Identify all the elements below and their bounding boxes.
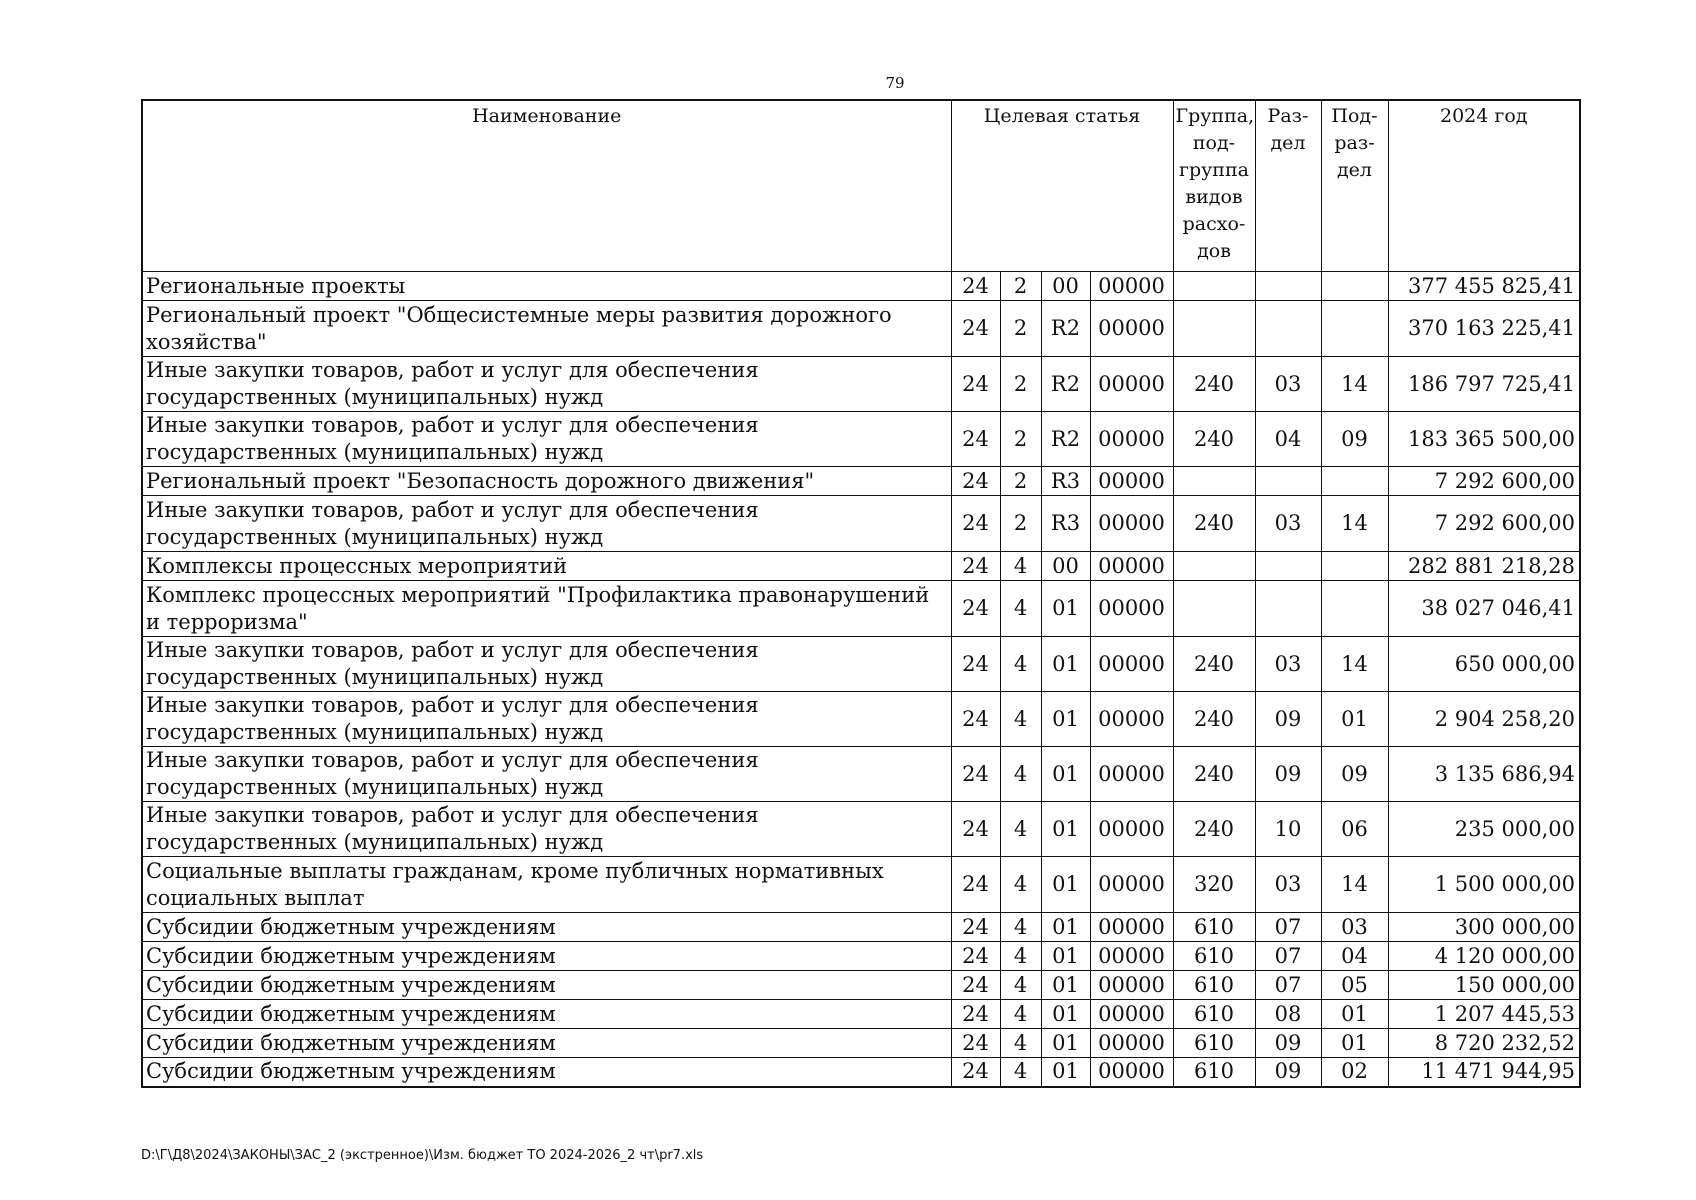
table-row: [142, 412, 1580, 467]
cell-target-article-code: 01: [1041, 942, 1090, 971]
cell-target-article-program: 24: [951, 496, 1000, 552]
cell-target-article-type: 4: [1000, 1000, 1041, 1029]
table-row: [142, 692, 1580, 747]
cell-target-article-type: 4: [1000, 581, 1041, 637]
cell-target-article-direction: 00000: [1090, 272, 1173, 301]
cell-section: [1255, 301, 1321, 357]
table-row: [142, 552, 1580, 581]
cell-target-article-code: 01: [1041, 637, 1090, 692]
cell-section: 03: [1255, 857, 1321, 913]
table-row: [142, 301, 1580, 357]
cell-amount: 8 720 232,52: [1388, 1029, 1580, 1058]
cell-amount: 300 000,00: [1388, 913, 1580, 942]
cell-target-article-direction: 00000: [1090, 971, 1173, 1000]
cell-target-article-direction: 00000: [1090, 857, 1173, 913]
table-row: [142, 581, 1580, 637]
cell-target-article-code: 01: [1041, 857, 1090, 913]
cell-subsection: 01: [1321, 1029, 1388, 1058]
cell-name: Иные закупки товаров, работ и услуг для обеспечения государственных (муниципальных) нужд: [142, 747, 951, 802]
cell-target-article-program: 24: [951, 802, 1000, 857]
cell-target-article-direction: 00000: [1090, 1058, 1173, 1087]
cell-section: 10: [1255, 802, 1321, 857]
cell-target-article-type: 4: [1000, 637, 1041, 692]
cell-subsection: [1321, 272, 1388, 301]
cell-amount: 3 135 686,94: [1388, 747, 1580, 802]
cell-amount: 1 500 000,00: [1388, 857, 1580, 913]
cell-expense-group: 240: [1173, 802, 1255, 857]
table-body: [142, 272, 1580, 1087]
cell-target-article-program: 24: [951, 467, 1000, 496]
cell-target-article-type: 4: [1000, 802, 1041, 857]
cell-expense-group: [1173, 272, 1255, 301]
cell-target-article-code: 01: [1041, 692, 1090, 747]
cell-section: [1255, 467, 1321, 496]
cell-section: 09: [1255, 692, 1321, 747]
table-row: [142, 857, 1580, 913]
cell-target-article-code: 01: [1041, 747, 1090, 802]
cell-target-article-type: 2: [1000, 496, 1041, 552]
cell-amount: 377 455 825,41: [1388, 272, 1580, 301]
cell-target-article-code: 00: [1041, 552, 1090, 581]
table-header-row: [142, 100, 1580, 272]
cell-name: Иные закупки товаров, работ и услуг для обеспечения государственных (муниципальных) нужд: [142, 692, 951, 747]
cell-subsection: 14: [1321, 357, 1388, 412]
cell-subsection: 14: [1321, 637, 1388, 692]
cell-target-article-direction: 00000: [1090, 1029, 1173, 1058]
cell-amount: 370 163 225,41: [1388, 301, 1580, 357]
cell-target-article-direction: 00000: [1090, 637, 1173, 692]
cell-expense-group: 610: [1173, 1029, 1255, 1058]
cell-name: Комплексы процессных мероприятий: [142, 552, 951, 581]
cell-expense-group: 240: [1173, 412, 1255, 467]
table-row: [142, 913, 1580, 942]
cell-target-article-program: 24: [951, 357, 1000, 412]
cell-amount: 4 120 000,00: [1388, 942, 1580, 971]
cell-section: 03: [1255, 637, 1321, 692]
cell-section: 04: [1255, 412, 1321, 467]
cell-target-article-program: 24: [951, 637, 1000, 692]
cell-name: Субсидии бюджетным учреждениям: [142, 1029, 951, 1058]
cell-name: Региональные проекты: [142, 272, 951, 301]
cell-target-article-code: R3: [1041, 467, 1090, 496]
cell-target-article-code: 01: [1041, 971, 1090, 1000]
cell-target-article-direction: 00000: [1090, 357, 1173, 412]
header-name: Наименование: [142, 100, 951, 272]
header-subsection: Под- раз- дел: [1321, 100, 1388, 272]
cell-target-article-direction: 00000: [1090, 496, 1173, 552]
cell-expense-group: [1173, 467, 1255, 496]
cell-subsection: 02: [1321, 1058, 1388, 1087]
cell-target-article-code: 01: [1041, 1029, 1090, 1058]
cell-amount: 7 292 600,00: [1388, 467, 1580, 496]
cell-target-article-code: 00: [1041, 272, 1090, 301]
cell-target-article-direction: 00000: [1090, 802, 1173, 857]
cell-expense-group: 240: [1173, 496, 1255, 552]
cell-target-article-direction: 00000: [1090, 1000, 1173, 1029]
cell-target-article-code: R2: [1041, 301, 1090, 357]
cell-section: [1255, 581, 1321, 637]
cell-subsection: 03: [1321, 913, 1388, 942]
cell-target-article-program: 24: [951, 692, 1000, 747]
cell-target-article-type: 4: [1000, 552, 1041, 581]
cell-target-article-type: 2: [1000, 412, 1041, 467]
cell-expense-group: 610: [1173, 971, 1255, 1000]
cell-target-article-type: 2: [1000, 301, 1041, 357]
table-row: [142, 637, 1580, 692]
cell-subsection: [1321, 581, 1388, 637]
cell-target-article-program: 24: [951, 1058, 1000, 1087]
cell-subsection: [1321, 467, 1388, 496]
cell-name: Иные закупки товаров, работ и услуг для обеспечения государственных (муниципальных) нужд: [142, 802, 951, 857]
cell-expense-group: 240: [1173, 747, 1255, 802]
cell-amount: 650 000,00: [1388, 637, 1580, 692]
cell-name: Субсидии бюджетным учреждениям: [142, 1058, 951, 1087]
cell-target-article-direction: 00000: [1090, 747, 1173, 802]
table-row: [142, 1000, 1580, 1029]
cell-section: [1255, 272, 1321, 301]
cell-expense-group: 240: [1173, 637, 1255, 692]
header-section: Раз- дел: [1255, 100, 1321, 272]
cell-target-article-code: 01: [1041, 1058, 1090, 1087]
cell-name: Иные закупки товаров, работ и услуг для обеспечения государственных (муниципальных) нужд: [142, 637, 951, 692]
cell-expense-group: [1173, 301, 1255, 357]
cell-amount: 2 904 258,20: [1388, 692, 1580, 747]
cell-subsection: 04: [1321, 942, 1388, 971]
cell-target-article-type: 4: [1000, 857, 1041, 913]
page-number: 79: [885, 74, 905, 92]
cell-target-article-program: 24: [951, 301, 1000, 357]
cell-name: Комплекс процессных мероприятий "Профилактика правонарушений и терроризма": [142, 581, 951, 637]
cell-name: Субсидии бюджетным учреждениям: [142, 971, 951, 1000]
cell-section: [1255, 552, 1321, 581]
cell-subsection: 06: [1321, 802, 1388, 857]
cell-target-article-direction: 00000: [1090, 913, 1173, 942]
cell-amount: 11 471 944,95: [1388, 1058, 1580, 1087]
cell-target-article-code: 01: [1041, 913, 1090, 942]
cell-target-article-program: 24: [951, 913, 1000, 942]
cell-target-article-type: 2: [1000, 272, 1041, 301]
cell-target-article-type: 2: [1000, 467, 1041, 496]
cell-section: 09: [1255, 1029, 1321, 1058]
cell-target-article-program: 24: [951, 581, 1000, 637]
cell-subsection: [1321, 552, 1388, 581]
cell-target-article-direction: 00000: [1090, 467, 1173, 496]
cell-amount: 7 292 600,00: [1388, 496, 1580, 552]
cell-target-article-program: 24: [951, 971, 1000, 1000]
cell-target-article-type: 4: [1000, 692, 1041, 747]
cell-target-article-direction: 00000: [1090, 301, 1173, 357]
cell-target-article-code: R2: [1041, 357, 1090, 412]
cell-target-article-direction: 00000: [1090, 581, 1173, 637]
footer-file-path: D:\Г\Д8\2024\ЗАКОНЫ\ЗАС_2 (экстренное)\Изм. бюджет ТО 2024-2026_2 чт\pr7.xls: [141, 1148, 704, 1163]
table-row: [142, 1058, 1580, 1087]
cell-section: 07: [1255, 971, 1321, 1000]
cell-section: 08: [1255, 1000, 1321, 1029]
cell-subsection: 09: [1321, 412, 1388, 467]
cell-target-article-type: 4: [1000, 942, 1041, 971]
cell-subsection: 01: [1321, 692, 1388, 747]
cell-target-article-program: 24: [951, 272, 1000, 301]
cell-section: 07: [1255, 942, 1321, 971]
cell-name: Субсидии бюджетным учреждениям: [142, 942, 951, 971]
cell-subsection: 09: [1321, 747, 1388, 802]
cell-target-article-code: R2: [1041, 412, 1090, 467]
cell-expense-group: 610: [1173, 1000, 1255, 1029]
table-row: [142, 496, 1580, 552]
cell-target-article-program: 24: [951, 942, 1000, 971]
table-row: [142, 747, 1580, 802]
table-row: [142, 802, 1580, 857]
cell-subsection: 05: [1321, 971, 1388, 1000]
cell-name: Иные закупки товаров, работ и услуг для обеспечения государственных (муниципальных) нужд: [142, 496, 951, 552]
cell-subsection: 14: [1321, 496, 1388, 552]
table-row: [142, 272, 1580, 301]
cell-amount: 183 365 500,00: [1388, 412, 1580, 467]
header-expense-group: Группа, под- группа видов расхо- дов: [1173, 100, 1255, 272]
cell-subsection: 14: [1321, 857, 1388, 913]
cell-target-article-type: 4: [1000, 971, 1041, 1000]
cell-amount: 282 881 218,28: [1388, 552, 1580, 581]
cell-expense-group: 240: [1173, 357, 1255, 412]
cell-amount: 186 797 725,41: [1388, 357, 1580, 412]
cell-amount: 150 000,00: [1388, 971, 1580, 1000]
header-target-article: Целевая статья: [951, 100, 1173, 272]
cell-target-article-type: 4: [1000, 913, 1041, 942]
cell-subsection: [1321, 301, 1388, 357]
cell-expense-group: [1173, 552, 1255, 581]
cell-section: 09: [1255, 747, 1321, 802]
cell-target-article-type: 2: [1000, 357, 1041, 412]
cell-target-article-code: R3: [1041, 496, 1090, 552]
cell-expense-group: 320: [1173, 857, 1255, 913]
cell-target-article-type: 4: [1000, 747, 1041, 802]
cell-target-article-type: 4: [1000, 1029, 1041, 1058]
cell-name: Иные закупки товаров, работ и услуг для обеспечения государственных (муниципальных) нужд: [142, 412, 951, 467]
cell-name: Иные закупки товаров, работ и услуг для обеспечения государственных (муниципальных) нужд: [142, 357, 951, 412]
cell-section: 09: [1255, 1058, 1321, 1087]
budget-table: [141, 99, 1581, 1088]
cell-target-article-code: 01: [1041, 1000, 1090, 1029]
cell-target-article-program: 24: [951, 857, 1000, 913]
cell-target-article-program: 24: [951, 552, 1000, 581]
cell-target-article-code: 01: [1041, 581, 1090, 637]
cell-section: 07: [1255, 913, 1321, 942]
cell-amount: 1 207 445,53: [1388, 1000, 1580, 1029]
cell-expense-group: 610: [1173, 1058, 1255, 1087]
cell-name: Региональный проект "Безопасность дорожного движения": [142, 467, 951, 496]
cell-expense-group: 240: [1173, 692, 1255, 747]
table-row: [142, 1029, 1580, 1058]
cell-expense-group: 610: [1173, 913, 1255, 942]
cell-name: Субсидии бюджетным учреждениям: [142, 913, 951, 942]
cell-target-article-direction: 00000: [1090, 412, 1173, 467]
cell-target-article-direction: 00000: [1090, 942, 1173, 971]
cell-expense-group: [1173, 581, 1255, 637]
cell-section: 03: [1255, 357, 1321, 412]
cell-name: Субсидии бюджетным учреждениям: [142, 1000, 951, 1029]
cell-target-article-code: 01: [1041, 802, 1090, 857]
cell-target-article-direction: 00000: [1090, 552, 1173, 581]
cell-amount: 235 000,00: [1388, 802, 1580, 857]
cell-target-article-program: 24: [951, 412, 1000, 467]
cell-expense-group: 610: [1173, 942, 1255, 971]
table-row: [142, 971, 1580, 1000]
cell-target-article-program: 24: [951, 747, 1000, 802]
cell-target-article-type: 4: [1000, 1058, 1041, 1087]
cell-name: Социальные выплаты гражданам, кроме публичных нормативных социальных выплат: [142, 857, 951, 913]
cell-name: Региональный проект "Общесистемные меры развития дорожного хозяйства": [142, 301, 951, 357]
cell-amount: 38 027 046,41: [1388, 581, 1580, 637]
cell-target-article-program: 24: [951, 1000, 1000, 1029]
table-row: [142, 467, 1580, 496]
table-row: [142, 942, 1580, 971]
cell-target-article-program: 24: [951, 1029, 1000, 1058]
cell-subsection: 01: [1321, 1000, 1388, 1029]
header-year: 2024 год: [1388, 100, 1580, 272]
cell-section: 03: [1255, 496, 1321, 552]
table-row: [142, 357, 1580, 412]
cell-target-article-direction: 00000: [1090, 692, 1173, 747]
